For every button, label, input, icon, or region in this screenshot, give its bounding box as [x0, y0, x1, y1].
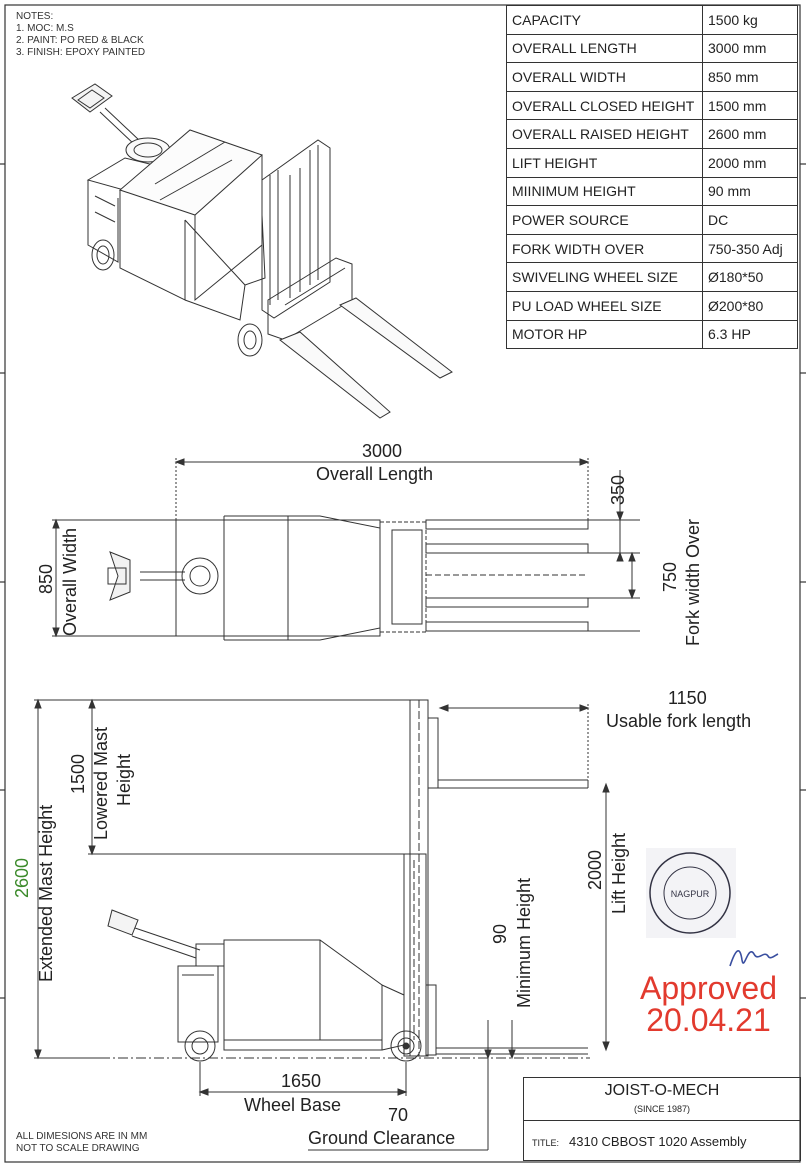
specification-table: [506, 5, 798, 349]
signature-mark: [730, 951, 778, 966]
footer-note: ALL DIMESIONS ARE IN MM: [16, 1131, 148, 1142]
spec-label: OVERALL CLOSED HEIGHT: [507, 91, 703, 120]
spec-label: LIFT HEIGHT: [507, 148, 703, 177]
title-block: [523, 1077, 801, 1161]
spec-row: [507, 6, 798, 35]
spec-row: [507, 120, 798, 149]
spec-value: Ø200*80: [703, 291, 798, 320]
spec-label: OVERALL LENGTH: [507, 34, 703, 63]
fork-width-label: Fork width Over: [683, 518, 703, 646]
spec-value: 2600 mm: [703, 120, 798, 149]
fork-width-value: 750: [660, 561, 680, 592]
footer-note: NOT TO SCALE DRAWING: [16, 1143, 140, 1154]
spec-row: [507, 206, 798, 235]
spec-row: [507, 291, 798, 320]
spec-value: 6.3 HP: [703, 320, 798, 349]
spec-label: OVERALL RAISED HEIGHT: [507, 120, 703, 149]
isometric-view: [72, 84, 452, 418]
min-height-value: 90: [490, 923, 510, 944]
title-label: TITLE:: [532, 1138, 560, 1148]
usable-fork-length-label: Usable fork length: [606, 711, 752, 731]
extended-mast-value: 2600: [12, 857, 32, 898]
title-text: 4310 CBBOST 1020 Assembly: [569, 1134, 747, 1149]
spec-row: [507, 320, 798, 349]
ground-clearance-label: Ground Clearance: [308, 1128, 456, 1148]
ground-clearance-value: 70: [388, 1105, 409, 1125]
spec-value: 2000 mm: [703, 148, 798, 177]
spec-row: [507, 148, 798, 177]
note-item: 1. MOC: M.S: [16, 23, 74, 34]
company-name: JOIST-O-MECH: [604, 1082, 720, 1099]
spec-value: 90 mm: [703, 177, 798, 206]
drawing-title: [532, 1134, 747, 1149]
spec-row: [507, 34, 798, 63]
spec-row: [507, 91, 798, 120]
spec-value: DC: [703, 206, 798, 235]
title-block-divider: [524, 1120, 800, 1121]
spec-value: 1500 kg: [703, 6, 798, 35]
spec-value: Ø180*50: [703, 263, 798, 292]
top-view: [52, 458, 640, 640]
spec-value: 1500 mm: [703, 91, 798, 120]
spec-row: [507, 234, 798, 263]
overall-length-value: 3000: [362, 441, 403, 461]
spec-row: [507, 263, 798, 292]
spec-label: MIINIMUM HEIGHT: [507, 177, 703, 206]
spec-label: CAPACITY: [507, 6, 703, 35]
notes-heading: NOTES:: [16, 11, 54, 22]
spec-label: MOTOR HP: [507, 320, 703, 349]
spec-row: [507, 177, 798, 206]
min-height-label: Minimum Height: [514, 877, 534, 1008]
lift-height-value: 2000: [585, 849, 605, 890]
spec-label: FORK WIDTH OVER: [507, 234, 703, 263]
spec-value: 3000 mm: [703, 34, 798, 63]
spec-label: OVERALL WIDTH: [507, 63, 703, 92]
footer-notes: [16, 1131, 147, 1155]
spec-label: PU LOAD WHEEL SIZE: [507, 291, 703, 320]
note-item: 3. FINISH: EPOXY PAINTED: [16, 47, 146, 58]
note-item: 2. PAINT: PO RED & BLACK: [16, 35, 144, 46]
fork-gap-value: 350: [608, 474, 628, 505]
company-since: (SINCE 1987): [633, 1104, 691, 1114]
tiller-handle: [72, 84, 140, 145]
approval-stamp: [640, 972, 777, 1036]
spec-value: 850 mm: [703, 63, 798, 92]
usable-fork-length-value: 1150: [668, 688, 707, 708]
lowered-mast-value: 1500: [68, 753, 88, 794]
approval-text: Approved: [640, 970, 777, 1006]
lift-height-label: Lift Height: [609, 832, 629, 914]
spec-label: POWER SOURCE: [507, 206, 703, 235]
spec-row: [507, 63, 798, 92]
general-notes: [16, 11, 145, 59]
overall-length-label: Overall Length: [316, 464, 434, 484]
spec-label: SWIVELING WHEEL SIZE: [507, 263, 703, 292]
svg-text:NAGPUR: NAGPUR: [670, 889, 710, 899]
wheel-base-label: Wheel Base: [244, 1095, 342, 1115]
lowered-mast-label-line2: Height: [114, 753, 134, 806]
spec-value: 750-350 Adj: [703, 234, 798, 263]
lowered-mast-label-line1: Lowered Mast: [91, 726, 111, 840]
extended-mast-label: Extended Mast Height: [36, 804, 56, 982]
overall-width-label: Overall Width: [60, 527, 80, 636]
wheel-base-value: 1650: [281, 1071, 322, 1091]
overall-width-value: 850: [36, 563, 56, 594]
approval-date: 20.04.21: [646, 1002, 771, 1038]
company-seal-stamp: [646, 848, 736, 938]
